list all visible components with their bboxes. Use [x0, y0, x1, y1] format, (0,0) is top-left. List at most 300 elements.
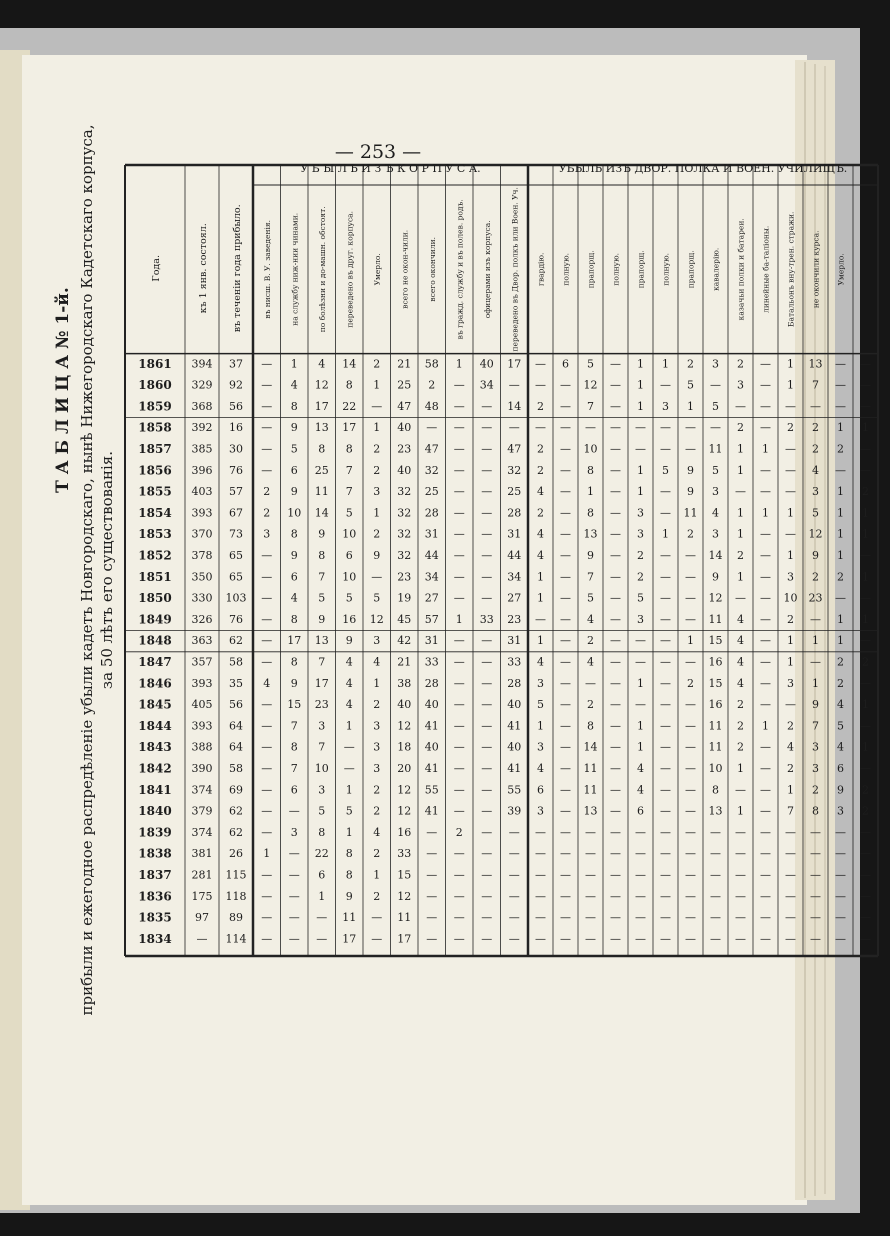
value-cell: —: [261, 698, 273, 712]
value-cell: 40: [507, 698, 522, 712]
value-cell: —: [560, 485, 571, 499]
value-cell: 1: [587, 485, 594, 499]
value-cell: 5: [318, 804, 326, 818]
value-cell: 1: [862, 698, 869, 712]
value-cell: —: [261, 719, 273, 733]
value-cell: 2: [787, 612, 794, 626]
value-cell: —: [481, 421, 493, 435]
value-cell: —: [560, 548, 571, 562]
value-cell: 3: [787, 570, 794, 584]
value-cell: —: [610, 698, 621, 712]
value-cell: 9: [373, 548, 381, 562]
value-cell: —: [481, 591, 493, 605]
value-cell: —: [535, 378, 546, 392]
value-cell: 357: [191, 655, 213, 669]
value-cell: —: [610, 463, 621, 477]
value-cell: —: [760, 378, 771, 392]
header-col-6: всего не окон-чили.: [400, 229, 410, 309]
value-cell: 14: [583, 740, 598, 754]
value-cell: 2: [263, 485, 271, 499]
value-cell: —: [760, 847, 771, 861]
value-cell: 1: [537, 719, 544, 733]
value-cell: —: [453, 378, 465, 392]
value-cell: —: [535, 889, 546, 903]
value-cell: —: [343, 740, 355, 754]
value-cell: —: [685, 761, 696, 775]
value-cell: —: [453, 634, 465, 648]
value-cell: 3: [787, 676, 794, 690]
value-cell: 7: [345, 463, 353, 477]
table-row: [138, 676, 871, 690]
value-cell: —: [760, 889, 771, 903]
value-cell: —: [735, 889, 746, 903]
value-cell: —: [860, 357, 871, 371]
value-cell: —: [860, 399, 871, 413]
value-cell: —: [535, 911, 546, 925]
value-cell: 394: [191, 357, 213, 371]
value-cell: —: [508, 378, 520, 392]
value-cell: 5: [318, 591, 326, 605]
value-cell: —: [660, 868, 671, 882]
value-cell: 8: [712, 783, 719, 797]
value-cell: —: [635, 634, 646, 648]
value-cell: 1: [662, 357, 669, 371]
value-cell: 11: [342, 911, 357, 925]
value-cell: 4: [537, 655, 544, 669]
value-cell: 2: [428, 378, 436, 392]
value-cell: 103: [225, 591, 247, 605]
value-cell: —: [261, 591, 273, 605]
value-cell: 16: [708, 655, 723, 669]
value-cell: —: [685, 783, 696, 797]
value-cell: —: [261, 612, 273, 626]
value-cell: 390: [191, 761, 213, 775]
value-cell: —: [760, 548, 771, 562]
value-cell: —: [810, 399, 821, 413]
value-cell: —: [426, 847, 438, 861]
value-cell: 5: [687, 378, 694, 392]
value-cell: —: [560, 804, 571, 818]
value-cell: 2: [812, 570, 819, 584]
value-cell: 9: [345, 634, 353, 648]
value-cell: —: [785, 442, 796, 456]
value-cell: 326: [191, 612, 213, 626]
value-cell: 28: [507, 676, 522, 690]
value-cell: —: [261, 740, 273, 754]
value-cell: —: [860, 761, 871, 775]
value-cell: 2: [373, 698, 381, 712]
value-cell: 393: [191, 506, 213, 520]
value-cell: —: [785, 911, 796, 925]
value-cell: 2: [537, 399, 544, 413]
value-cell: 4: [345, 698, 353, 712]
value-cell: 379: [191, 804, 213, 818]
value-cell: —: [660, 655, 671, 669]
value-cell: 1: [862, 527, 869, 541]
value-cell: —: [835, 932, 846, 946]
value-cell: —: [453, 399, 465, 413]
value-cell: 5: [712, 463, 719, 477]
value-cell: 1: [455, 612, 463, 626]
value-cell: 8: [812, 804, 819, 818]
value-cell: —: [610, 932, 621, 946]
value-cell: 92: [229, 378, 243, 392]
table-row: [138, 911, 871, 925]
value-cell: —: [481, 676, 493, 690]
value-cell: —: [481, 399, 493, 413]
value-cell: 47: [397, 399, 412, 413]
value-cell: 42: [397, 634, 412, 648]
value-cell: 2: [587, 634, 594, 648]
value-cell: 8: [318, 548, 326, 562]
value-cell: —: [860, 442, 871, 456]
value-cell: 1: [837, 634, 844, 648]
table-row: [138, 740, 869, 754]
value-cell: 1: [787, 506, 794, 520]
value-cell: 388: [191, 740, 213, 754]
value-cell: —: [426, 889, 438, 903]
year-cell: 1857: [138, 441, 172, 456]
value-cell: —: [660, 612, 671, 626]
value-cell: —: [316, 932, 328, 946]
value-cell: —: [481, 463, 493, 477]
value-cell: 25: [397, 378, 412, 392]
value-cell: —: [685, 421, 696, 435]
value-cell: —: [453, 421, 465, 435]
header-col-1: въ нисш. В. У. заведенія.: [262, 220, 272, 319]
value-cell: 115: [225, 868, 247, 882]
value-cell: —: [610, 740, 621, 754]
value-cell: —: [371, 399, 383, 413]
value-cell: —: [685, 911, 696, 925]
value-cell: —: [760, 932, 771, 946]
value-cell: —: [560, 634, 571, 648]
value-cell: 8: [345, 378, 353, 392]
value-cell: —: [785, 698, 796, 712]
value-cell: 2: [687, 527, 694, 541]
value-cell: 56: [229, 698, 243, 712]
year-cell: 1855: [138, 484, 172, 499]
value-cell: 2: [862, 655, 869, 669]
value-cell: 10: [314, 761, 329, 775]
value-cell: —: [635, 655, 646, 669]
value-cell: —: [835, 825, 846, 839]
value-cell: 1: [637, 357, 644, 371]
value-cell: —: [585, 847, 596, 861]
value-cell: 1: [862, 612, 869, 626]
value-cell: —: [316, 911, 328, 925]
value-cell: 9: [712, 570, 719, 584]
value-cell: 2: [537, 463, 544, 477]
value-cell: 12: [397, 889, 412, 903]
value-cell: —: [735, 847, 746, 861]
value-cell: 4: [373, 825, 381, 839]
value-cell: 28: [424, 676, 439, 690]
value-cell: 2: [637, 570, 644, 584]
value-cell: —: [585, 932, 596, 946]
value-cell: 3: [812, 740, 819, 754]
value-cell: 34: [479, 378, 494, 392]
value-cell: 5: [587, 591, 594, 605]
value-cell: —: [685, 612, 696, 626]
value-cell: 4: [537, 527, 544, 541]
value-cell: —: [835, 847, 846, 861]
value-cell: 1: [637, 378, 644, 392]
header-col-21: Батальонъ вну-трен. стражи.: [786, 211, 796, 327]
value-cell: 3: [812, 485, 819, 499]
value-cell: 2: [373, 527, 381, 541]
value-cell: —: [760, 527, 771, 541]
year-cell: 1841: [138, 782, 172, 797]
table-row: [138, 634, 871, 648]
value-cell: —: [560, 932, 571, 946]
value-cell: 64: [229, 719, 243, 733]
value-cell: —: [288, 804, 300, 818]
value-cell: —: [735, 485, 746, 499]
value-cell: —: [261, 783, 273, 797]
value-cell: 20: [397, 761, 412, 775]
value-cell: —: [760, 612, 771, 626]
value-cell: 4: [263, 676, 271, 690]
value-cell: —: [535, 847, 546, 861]
value-cell: 3: [712, 357, 719, 371]
value-cell: 11: [397, 911, 412, 925]
value-cell: 2: [812, 442, 819, 456]
value-cell: 5: [345, 591, 353, 605]
value-cell: —: [760, 761, 771, 775]
value-cell: 5: [345, 804, 353, 818]
value-cell: —: [453, 591, 465, 605]
page-number: — 253 —: [334, 141, 422, 163]
value-cell: 1: [373, 378, 381, 392]
value-cell: 114: [225, 932, 247, 946]
value-cell: 1: [837, 421, 844, 435]
value-cell: —: [560, 783, 571, 797]
value-cell: 3: [537, 740, 544, 754]
value-cell: 8: [290, 612, 298, 626]
value-cell: —: [481, 868, 493, 882]
value-cell: 13: [314, 634, 329, 648]
value-cell: —: [585, 868, 596, 882]
value-cell: 1: [737, 527, 744, 541]
value-cell: 4: [373, 655, 381, 669]
value-cell: 1: [737, 442, 744, 456]
table-row: [138, 399, 871, 413]
value-cell: 12: [808, 527, 823, 541]
value-cell: 55: [507, 783, 522, 797]
value-cell: 58: [424, 357, 439, 371]
value-cell: —: [453, 889, 465, 903]
year-cell: 1848: [138, 633, 172, 648]
value-cell: 9: [687, 463, 694, 477]
value-cell: —: [371, 932, 383, 946]
value-cell: —: [710, 378, 721, 392]
value-cell: 1: [737, 804, 744, 818]
value-cell: 4: [737, 676, 744, 690]
value-cell: 9: [290, 548, 298, 562]
value-cell: —: [535, 357, 546, 371]
value-cell: 14: [314, 506, 329, 520]
value-cell: 6: [290, 783, 298, 797]
value-cell: —: [610, 591, 621, 605]
value-cell: 4: [537, 485, 544, 499]
value-cell: 7: [345, 485, 353, 499]
value-cell: 31: [507, 634, 522, 648]
year-cell: 1838: [138, 846, 172, 861]
value-cell: —: [785, 399, 796, 413]
value-cell: 1: [762, 719, 769, 733]
value-cell: —: [710, 825, 721, 839]
value-cell: —: [453, 485, 465, 499]
value-cell: —: [660, 847, 671, 861]
value-cell: —: [261, 463, 273, 477]
value-cell: 47: [424, 442, 439, 456]
table-row: [138, 378, 871, 392]
value-cell: —: [453, 676, 465, 690]
value-cell: 17: [342, 932, 357, 946]
value-cell: 12: [397, 783, 412, 797]
value-cell: 41: [424, 804, 439, 818]
value-cell: 17: [314, 399, 329, 413]
value-cell: —: [288, 889, 300, 903]
value-cell: 9: [345, 889, 353, 903]
value-cell: —: [585, 825, 596, 839]
value-cell: 4: [737, 655, 744, 669]
header-col-15: прапорщ.: [636, 250, 646, 289]
value-cell: 26: [229, 847, 243, 861]
value-cell: —: [760, 570, 771, 584]
value-cell: 3: [637, 527, 644, 541]
value-cell: 17: [507, 357, 522, 371]
value-cell: 330: [191, 591, 213, 605]
value-cell: —: [660, 719, 671, 733]
header-col-19: казачьи полки и батареи.: [736, 218, 746, 321]
value-cell: —: [685, 847, 696, 861]
table-row: [138, 783, 869, 797]
value-cell: —: [560, 655, 571, 669]
value-cell: 12: [314, 378, 329, 392]
value-cell: 1: [837, 548, 844, 562]
value-cell: 69: [229, 783, 243, 797]
value-cell: 4: [737, 612, 744, 626]
value-cell: 4: [712, 506, 719, 520]
value-cell: 2: [737, 740, 744, 754]
value-cell: —: [860, 676, 871, 690]
value-cell: 28: [424, 506, 439, 520]
value-cell: 4: [812, 463, 819, 477]
value-cell: —: [610, 357, 621, 371]
value-cell: 7: [587, 399, 594, 413]
group-header-dvor: УБЫЛЬ ИЗЪ ДВОР. ПОЛКА И ВОЕН. УЧИЛИЩЪ.: [558, 162, 848, 175]
value-cell: 2: [587, 698, 594, 712]
value-cell: 27: [507, 591, 522, 605]
value-cell: 1: [345, 719, 353, 733]
value-cell: 39: [507, 804, 522, 818]
value-cell: 403: [191, 485, 213, 499]
value-cell: —: [481, 783, 493, 797]
value-cell: —: [660, 932, 671, 946]
header-col-8: въ гражд. службу и въ полев. родъ.: [455, 199, 465, 340]
value-cell: 1: [373, 421, 381, 435]
value-cell: 7: [290, 719, 298, 733]
value-cell: —: [453, 655, 465, 669]
value-cell: 370: [191, 527, 213, 541]
value-cell: 40: [507, 740, 522, 754]
value-cell: —: [261, 357, 273, 371]
value-cell: —: [453, 463, 465, 477]
value-cell: —: [635, 825, 646, 839]
value-cell: 44: [424, 548, 439, 562]
value-cell: 1: [787, 378, 794, 392]
value-cell: 1: [637, 740, 644, 754]
value-cell: —: [560, 421, 571, 435]
value-cell: —: [371, 570, 383, 584]
value-cell: 1: [737, 570, 744, 584]
value-cell: 14: [342, 357, 357, 371]
value-cell: 1: [263, 847, 271, 861]
value-cell: —: [585, 676, 596, 690]
value-cell: 396: [191, 463, 213, 477]
value-cell: 16: [342, 612, 357, 626]
value-cell: 9: [318, 527, 326, 541]
value-cell: 3: [373, 485, 381, 499]
value-cell: 13: [314, 421, 329, 435]
value-cell: —: [710, 911, 721, 925]
value-cell: 4: [587, 655, 594, 669]
year-cell: 1845: [138, 697, 172, 712]
value-cell: —: [610, 485, 621, 499]
value-cell: 11: [708, 612, 723, 626]
value-cell: 8: [587, 463, 594, 477]
value-cell: 34: [424, 570, 439, 584]
value-cell: 3: [263, 527, 271, 541]
value-cell: 1: [837, 485, 844, 499]
value-cell: —: [760, 655, 771, 669]
value-cell: 23: [314, 698, 329, 712]
value-cell: —: [785, 527, 796, 541]
value-cell: —: [785, 463, 796, 477]
value-cell: 2: [837, 655, 844, 669]
value-cell: —: [535, 421, 546, 435]
value-cell: 11: [708, 740, 723, 754]
value-cell: 40: [397, 421, 412, 435]
value-cell: 385: [191, 442, 213, 456]
value-cell: —: [685, 655, 696, 669]
value-cell: 2: [373, 463, 381, 477]
value-cell: —: [453, 527, 465, 541]
value-cell: 31: [424, 634, 439, 648]
value-cell: —: [810, 612, 821, 626]
value-cell: 3: [318, 719, 326, 733]
value-cell: —: [560, 698, 571, 712]
header-col-12: полную.: [561, 252, 571, 286]
table-row: [138, 825, 871, 839]
value-cell: 8: [290, 399, 298, 413]
table-row: [138, 527, 869, 541]
value-cell: 15: [397, 868, 412, 882]
table-row: [138, 932, 871, 946]
value-cell: 2: [812, 421, 819, 435]
value-cell: —: [610, 570, 621, 584]
value-cell: 2: [263, 506, 271, 520]
value-cell: —: [426, 932, 438, 946]
value-cell: —: [560, 889, 571, 903]
value-cell: 8: [318, 825, 326, 839]
value-cell: —: [710, 421, 721, 435]
value-cell: 8: [345, 868, 353, 882]
value-cell: 28: [507, 506, 522, 520]
value-cell: 175: [191, 889, 213, 903]
